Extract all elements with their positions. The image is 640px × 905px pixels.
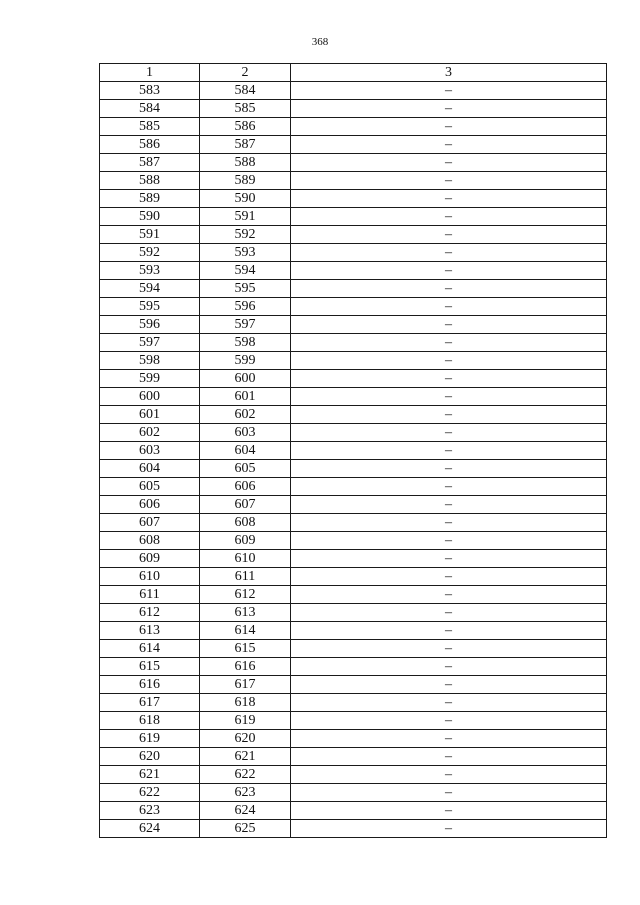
cell-col-3: – bbox=[291, 712, 607, 730]
cell-col-3: – bbox=[291, 154, 607, 172]
cell-col-3: – bbox=[291, 730, 607, 748]
table-row bbox=[100, 712, 607, 730]
table-row bbox=[100, 406, 607, 424]
cell-col-3: – bbox=[291, 388, 607, 406]
table-row bbox=[100, 82, 607, 100]
table-row bbox=[100, 460, 607, 478]
cell-col-2: 607 bbox=[200, 496, 291, 514]
cell-col-3: – bbox=[291, 226, 607, 244]
cell-col-2: 585 bbox=[200, 100, 291, 118]
cell-col-1: 618 bbox=[100, 712, 200, 730]
table-row bbox=[100, 172, 607, 190]
cell-col-2: 600 bbox=[200, 370, 291, 388]
cell-col-3: – bbox=[291, 280, 607, 298]
cell-col-3: – bbox=[291, 190, 607, 208]
cell-col-1: 603 bbox=[100, 442, 200, 460]
table-row bbox=[100, 640, 607, 658]
cell-col-3: – bbox=[291, 370, 607, 388]
cell-col-1: 604 bbox=[100, 460, 200, 478]
cell-col-1: 588 bbox=[100, 172, 200, 190]
cell-col-2: 620 bbox=[200, 730, 291, 748]
cell-col-1: 622 bbox=[100, 784, 200, 802]
cell-col-1: 609 bbox=[100, 550, 200, 568]
table-row bbox=[100, 442, 607, 460]
cell-col-1: 623 bbox=[100, 802, 200, 820]
table-row bbox=[100, 496, 607, 514]
cell-col-2: 609 bbox=[200, 532, 291, 550]
table-row bbox=[100, 298, 607, 316]
cell-col-1: 586 bbox=[100, 136, 200, 154]
cell-col-1: 614 bbox=[100, 640, 200, 658]
cell-col-3: – bbox=[291, 406, 607, 424]
cell-col-1: 592 bbox=[100, 244, 200, 262]
cell-col-2: 622 bbox=[200, 766, 291, 784]
table-row bbox=[100, 136, 607, 154]
cell-col-3: – bbox=[291, 676, 607, 694]
cell-col-2: 593 bbox=[200, 244, 291, 262]
cell-col-2: 608 bbox=[200, 514, 291, 532]
cell-col-3: – bbox=[291, 172, 607, 190]
cell-col-2: 604 bbox=[200, 442, 291, 460]
table-row bbox=[100, 766, 607, 784]
table-row bbox=[100, 208, 607, 226]
cell-col-1: 624 bbox=[100, 820, 200, 838]
table-row bbox=[100, 514, 607, 532]
cell-col-2: 588 bbox=[200, 154, 291, 172]
table-row bbox=[100, 748, 607, 766]
cell-col-2: 589 bbox=[200, 172, 291, 190]
cell-col-1: 605 bbox=[100, 478, 200, 496]
cell-col-1: 602 bbox=[100, 424, 200, 442]
cell-col-2: 610 bbox=[200, 550, 291, 568]
cell-col-2: 613 bbox=[200, 604, 291, 622]
table-row bbox=[100, 550, 607, 568]
cell-col-3: – bbox=[291, 424, 607, 442]
cell-col-3: – bbox=[291, 352, 607, 370]
cell-col-2: 597 bbox=[200, 316, 291, 334]
cell-col-1: 617 bbox=[100, 694, 200, 712]
cell-col-3: – bbox=[291, 604, 607, 622]
cell-col-1: 594 bbox=[100, 280, 200, 298]
cell-col-3: – bbox=[291, 334, 607, 352]
table-row bbox=[100, 316, 607, 334]
cell-col-1: 591 bbox=[100, 226, 200, 244]
cell-col-1: 608 bbox=[100, 532, 200, 550]
data-table bbox=[99, 63, 607, 838]
column-header-3: 3 bbox=[291, 64, 607, 82]
cell-col-1: 615 bbox=[100, 658, 200, 676]
table-row bbox=[100, 190, 607, 208]
cell-col-3: – bbox=[291, 496, 607, 514]
cell-col-1: 599 bbox=[100, 370, 200, 388]
cell-col-1: 620 bbox=[100, 748, 200, 766]
cell-col-2: 621 bbox=[200, 748, 291, 766]
cell-col-2: 603 bbox=[200, 424, 291, 442]
cell-col-2: 624 bbox=[200, 802, 291, 820]
cell-col-1: 596 bbox=[100, 316, 200, 334]
cell-col-1: 613 bbox=[100, 622, 200, 640]
cell-col-2: 602 bbox=[200, 406, 291, 424]
cell-col-3: – bbox=[291, 244, 607, 262]
cell-col-1: 597 bbox=[100, 334, 200, 352]
cell-col-1: 590 bbox=[100, 208, 200, 226]
cell-col-2: 612 bbox=[200, 586, 291, 604]
cell-col-1: 589 bbox=[100, 190, 200, 208]
cell-col-1: 616 bbox=[100, 676, 200, 694]
cell-col-3: – bbox=[291, 820, 607, 838]
table-row bbox=[100, 262, 607, 280]
cell-col-3: – bbox=[291, 766, 607, 784]
cell-col-1: 610 bbox=[100, 568, 200, 586]
table-row bbox=[100, 802, 607, 820]
cell-col-3: – bbox=[291, 478, 607, 496]
cell-col-1: 584 bbox=[100, 100, 200, 118]
table-row bbox=[100, 622, 607, 640]
cell-col-2: 584 bbox=[200, 82, 291, 100]
table-row bbox=[100, 730, 607, 748]
cell-col-2: 616 bbox=[200, 658, 291, 676]
cell-col-3: – bbox=[291, 658, 607, 676]
table-row bbox=[100, 424, 607, 442]
table-row bbox=[100, 118, 607, 136]
cell-col-3: – bbox=[291, 748, 607, 766]
table-row bbox=[100, 388, 607, 406]
cell-col-1: 587 bbox=[100, 154, 200, 172]
table-body bbox=[100, 82, 607, 838]
page-number: 368 bbox=[311, 36, 329, 48]
cell-col-1: 595 bbox=[100, 298, 200, 316]
cell-col-3: – bbox=[291, 514, 607, 532]
cell-col-2: 587 bbox=[200, 136, 291, 154]
cell-col-2: 619 bbox=[200, 712, 291, 730]
cell-col-1: 598 bbox=[100, 352, 200, 370]
table-row bbox=[100, 334, 607, 352]
cell-col-3: – bbox=[291, 640, 607, 658]
cell-col-2: 605 bbox=[200, 460, 291, 478]
table-row bbox=[100, 568, 607, 586]
cell-col-2: 594 bbox=[200, 262, 291, 280]
cell-col-2: 595 bbox=[200, 280, 291, 298]
cell-col-1: 601 bbox=[100, 406, 200, 424]
cell-col-2: 596 bbox=[200, 298, 291, 316]
cell-col-1: 612 bbox=[100, 604, 200, 622]
cell-col-2: 599 bbox=[200, 352, 291, 370]
cell-col-3: – bbox=[291, 298, 607, 316]
table-row bbox=[100, 604, 607, 622]
cell-col-3: – bbox=[291, 586, 607, 604]
cell-col-3: – bbox=[291, 136, 607, 154]
cell-col-3: – bbox=[291, 532, 607, 550]
cell-col-2: 586 bbox=[200, 118, 291, 136]
cell-col-2: 601 bbox=[200, 388, 291, 406]
cell-col-3: – bbox=[291, 784, 607, 802]
column-header-2: 2 bbox=[200, 64, 291, 82]
table-row bbox=[100, 370, 607, 388]
cell-col-3: – bbox=[291, 460, 607, 478]
cell-col-3: – bbox=[291, 118, 607, 136]
table-header-row bbox=[100, 64, 607, 82]
table-row bbox=[100, 784, 607, 802]
cell-col-2: 615 bbox=[200, 640, 291, 658]
cell-col-2: 611 bbox=[200, 568, 291, 586]
cell-col-1: 611 bbox=[100, 586, 200, 604]
cell-col-3: – bbox=[291, 550, 607, 568]
cell-col-2: 625 bbox=[200, 820, 291, 838]
table-row bbox=[100, 244, 607, 262]
cell-col-3: – bbox=[291, 802, 607, 820]
cell-col-2: 590 bbox=[200, 190, 291, 208]
column-header-1: 1 bbox=[100, 64, 200, 82]
cell-col-1: 607 bbox=[100, 514, 200, 532]
cell-col-3: – bbox=[291, 694, 607, 712]
cell-col-2: 606 bbox=[200, 478, 291, 496]
cell-col-3: – bbox=[291, 568, 607, 586]
cell-col-2: 617 bbox=[200, 676, 291, 694]
cell-col-1: 606 bbox=[100, 496, 200, 514]
cell-col-3: – bbox=[291, 442, 607, 460]
cell-col-3: – bbox=[291, 316, 607, 334]
table-row bbox=[100, 154, 607, 172]
cell-col-1: 593 bbox=[100, 262, 200, 280]
cell-col-2: 623 bbox=[200, 784, 291, 802]
table-row bbox=[100, 820, 607, 838]
table-row bbox=[100, 586, 607, 604]
table-row bbox=[100, 532, 607, 550]
cell-col-1: 583 bbox=[100, 82, 200, 100]
cell-col-3: – bbox=[291, 82, 607, 100]
table-row bbox=[100, 658, 607, 676]
table-row bbox=[100, 352, 607, 370]
table-row bbox=[100, 676, 607, 694]
cell-col-2: 614 bbox=[200, 622, 291, 640]
cell-col-1: 621 bbox=[100, 766, 200, 784]
cell-col-3: – bbox=[291, 208, 607, 226]
table-row bbox=[100, 694, 607, 712]
table-row bbox=[100, 280, 607, 298]
table-row bbox=[100, 478, 607, 496]
cell-col-1: 585 bbox=[100, 118, 200, 136]
cell-col-3: – bbox=[291, 100, 607, 118]
cell-col-1: 600 bbox=[100, 388, 200, 406]
table-row bbox=[100, 226, 607, 244]
cell-col-3: – bbox=[291, 262, 607, 280]
cell-col-2: 598 bbox=[200, 334, 291, 352]
table-row bbox=[100, 100, 607, 118]
cell-col-2: 592 bbox=[200, 226, 291, 244]
cell-col-1: 619 bbox=[100, 730, 200, 748]
cell-col-2: 618 bbox=[200, 694, 291, 712]
cell-col-3: – bbox=[291, 622, 607, 640]
cell-col-2: 591 bbox=[200, 208, 291, 226]
